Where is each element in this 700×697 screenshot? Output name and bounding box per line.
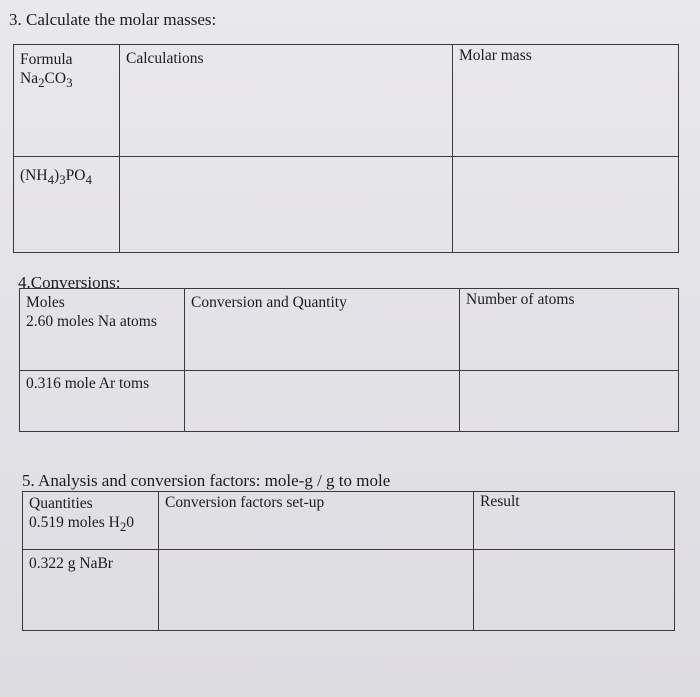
formula-cell — [14, 45, 120, 157]
result-header: Result — [480, 493, 520, 510]
molar-mass-cell[interactable] — [453, 157, 679, 253]
conversion-header: Conversion and Quantity — [191, 294, 347, 311]
factors-header: Conversion factors set-up — [165, 494, 325, 511]
analysis-table — [22, 491, 675, 631]
result-cell[interactable] — [474, 550, 675, 631]
moles-value-na: 2.60 moles Na atoms — [26, 312, 157, 330]
formula-nh4-3po4: $(NH_4)_3PO_4$ — [20, 167, 92, 188]
quantity-h2o: 0.519 moles $H_20$ — [29, 513, 135, 534]
table-row — [14, 45, 679, 157]
conversion-cell[interactable] — [185, 289, 460, 371]
number-atoms-cell[interactable] — [460, 289, 679, 371]
quantities-cell — [23, 550, 159, 631]
molar-mass-table — [13, 44, 679, 253]
table-row — [23, 492, 675, 550]
calculations-header: Calculations — [126, 50, 204, 67]
quantity-nabr: 0.322 g NaBr — [29, 555, 113, 572]
factors-cell[interactable] — [159, 550, 474, 631]
molar-mass-cell[interactable] — [453, 45, 679, 157]
molar-mass-header: Molar mass — [459, 47, 532, 64]
number-atoms-header: Number of atoms — [466, 291, 575, 308]
number-atoms-cell[interactable] — [460, 371, 679, 432]
section-3-title: 3. Calculate the molar masses: — [9, 10, 217, 29]
table-row — [20, 289, 679, 371]
moles-header: Moles — [26, 294, 65, 311]
result-cell[interactable] — [474, 492, 675, 550]
moles-cell — [20, 371, 185, 432]
moles-value-ar: 0.316 mole Ar toms — [26, 375, 150, 392]
section-5-title: 5. Analysis and conversion factors: mole-g / g to mole — [22, 471, 391, 490]
moles-cell — [20, 289, 185, 371]
formula-na2co3: $Na_2CO_3$ — [20, 69, 73, 90]
table-row — [20, 371, 679, 432]
formula-cell — [14, 157, 120, 253]
formula-header: Formula — [20, 51, 73, 68]
table-row — [23, 550, 675, 631]
calculations-cell[interactable] — [120, 45, 453, 157]
calculations-cell[interactable] — [120, 157, 453, 253]
conversions-table — [19, 288, 679, 432]
quantities-header: Quantities — [29, 495, 93, 512]
table-row — [14, 157, 679, 253]
section-4-title: 4.Conversions: — [18, 273, 121, 292]
factors-cell[interactable] — [159, 492, 474, 550]
quantities-cell — [23, 492, 159, 550]
conversion-cell[interactable] — [185, 371, 460, 432]
